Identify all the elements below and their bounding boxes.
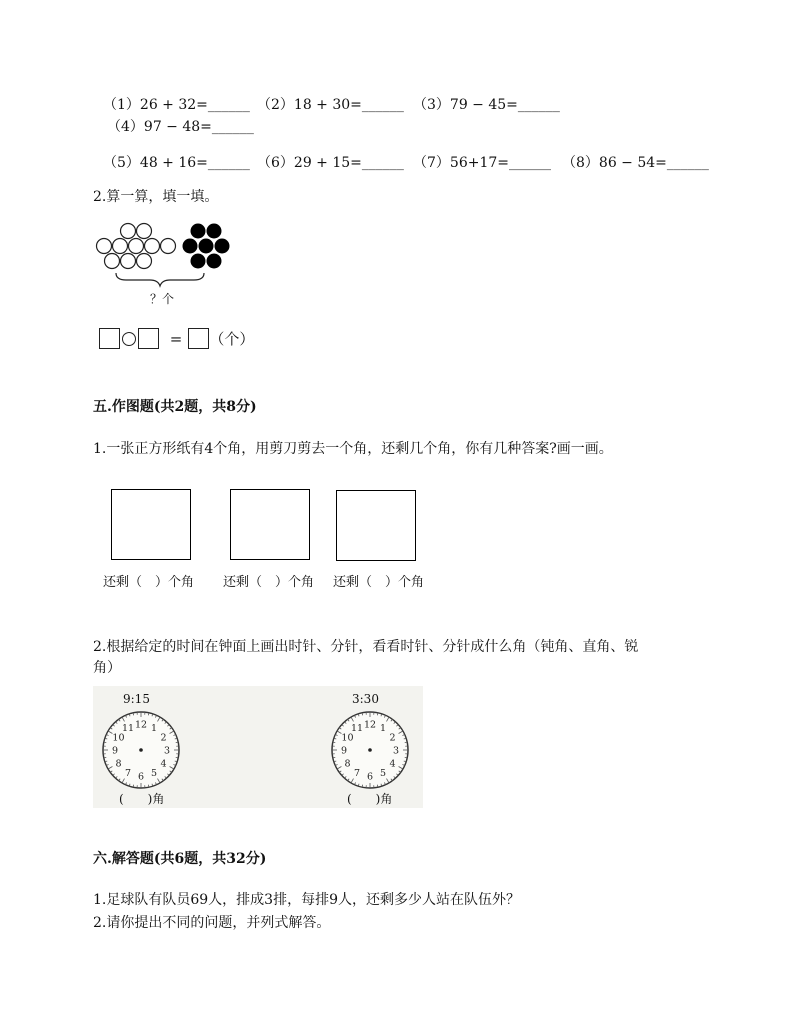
clock-numeral: 6 (137, 771, 145, 783)
clock-numeral: 3 (163, 745, 171, 757)
clock-numeral: 8 (115, 758, 122, 770)
clock-tick (377, 713, 378, 715)
clock-tick (133, 713, 134, 715)
clock-numeral: 12 (363, 719, 377, 731)
clock-tick (333, 757, 335, 758)
clock-1-answer: ( )角 (119, 792, 165, 806)
clock-numeral: 8 (344, 758, 351, 770)
clock-1-time: 9:15 (123, 692, 150, 706)
caption-1: 还剩（ ）个角 (103, 575, 195, 590)
clock-tick (104, 757, 106, 758)
section-5-q2-line1: 2.根据给定的时间在钟面上画出时针、分针，看看时针、分针成什么角（钝角、直角、锐 (93, 639, 639, 655)
section-6-heading: 六.解答题(共6题，共32分) (93, 851, 267, 867)
section-5-q1: 1.一张正方形纸有4个角，用剪刀剪去一个角，还剩几个角，你有几种答案?画一画。 (93, 441, 613, 457)
clock-numeral: 11 (121, 722, 135, 734)
clock-numeral: 2 (160, 732, 167, 744)
clock-2-time: 3:30 (352, 692, 379, 706)
answer-box-3[interactable] (188, 328, 209, 349)
clock-numeral: 2 (389, 732, 396, 744)
equation-row (99, 328, 254, 349)
equals-sign: = (169, 329, 183, 348)
hollow-circles (97, 224, 176, 269)
problem-5: （5）48 + 16=______ (103, 155, 250, 171)
brace-label: ？个 (150, 292, 175, 306)
clock-numeral: 12 (134, 719, 148, 731)
clock-tick (176, 757, 178, 758)
curly-brace (116, 273, 204, 286)
clock-tick (405, 757, 407, 758)
clock-2-answer: ( )角 (347, 792, 393, 806)
section-5-heading: 五.作图题(共2题，共8分) (93, 399, 257, 415)
clock-numeral: 4 (160, 758, 167, 770)
clock-tick (133, 785, 134, 787)
clock-tick (148, 713, 149, 715)
section-5-q2-line2: 角） (93, 660, 121, 676)
clock-tick (362, 785, 363, 787)
square-1 (111, 489, 191, 560)
clock-tick (176, 742, 178, 743)
clock-tick (362, 713, 363, 715)
clock-tick (377, 785, 378, 787)
unit-label: （个） (209, 330, 255, 348)
problem-3: （3）79 − 45=______ (413, 97, 560, 113)
clock-numeral: 7 (353, 768, 361, 780)
clock-numeral: 9 (340, 745, 348, 757)
clock-tick (333, 742, 335, 743)
problem-6: （6）29 + 15=______ (257, 155, 404, 171)
clock-numeral: 10 (112, 732, 125, 744)
q2-title: 2.算一算，填一填。 (93, 189, 219, 205)
square-3 (336, 490, 416, 561)
caption-2: 还剩（ ）个角 (223, 575, 315, 590)
problem-7: （7）56+17=______ (413, 155, 551, 171)
clock-numeral: 5 (150, 768, 158, 780)
problem-2: （2）18 + 30=______ (257, 97, 404, 113)
caption-3: 还剩（ ）个角 (333, 575, 425, 590)
clock-panel (93, 686, 423, 808)
clock-tick (148, 785, 149, 787)
operator-circle[interactable] (122, 332, 136, 346)
square-2 (230, 489, 310, 560)
clock-numeral: 4 (389, 758, 396, 770)
clock-numeral: 1 (150, 722, 158, 734)
answer-box-2[interactable] (138, 328, 159, 349)
clock-tick (405, 742, 407, 743)
filled-circles (183, 224, 230, 269)
clock-numeral: 11 (350, 722, 364, 734)
clock-face-1[interactable] (99, 708, 183, 792)
section-6-q1: 1.足球队有队员69人，排成3排，每排9人，还剩多少人站在队伍外？ (93, 892, 520, 908)
problem-8: （8）86 − 54=______ (562, 155, 709, 171)
answer-box-1[interactable] (99, 328, 120, 349)
problem-1: （1）26 + 32=______ (103, 97, 250, 113)
clock-numeral: 1 (379, 722, 387, 734)
clock-numeral: 3 (392, 745, 400, 757)
problem-4: （4）97 − 48=______ (107, 119, 254, 135)
clock-numeral: 7 (124, 768, 132, 780)
clock-tick (104, 742, 106, 743)
section-6-q2: 2.请你提出不同的问题，并列式解答。 (93, 915, 331, 931)
clock-numeral: 10 (341, 732, 354, 744)
clock-face-2[interactable] (328, 708, 412, 792)
clock-numeral: 6 (366, 771, 374, 783)
clock-numeral: 9 (111, 745, 119, 757)
clock-numeral: 5 (379, 768, 387, 780)
